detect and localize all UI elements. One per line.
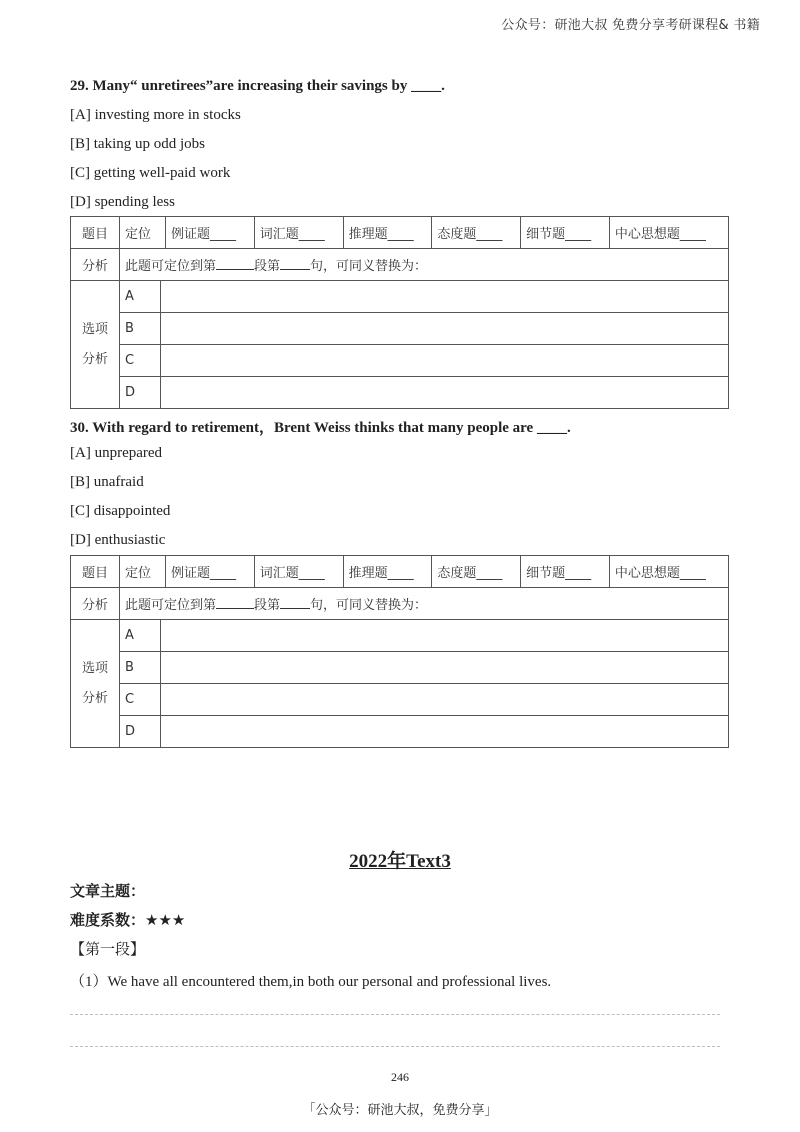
option-answer-c[interactable] [161, 345, 729, 377]
locate-line: 此题可定位到第 段第 句，可同义替换为： [120, 249, 729, 281]
question-29-option-b: [B] taking up odd jobs [70, 136, 205, 152]
type-vocabulary: 词汇题____ [254, 556, 343, 587]
blank-sentence[interactable] [280, 596, 310, 609]
locate-line: 此题可定位到第 段第 句，可同义替换为： [120, 588, 729, 620]
option-answer-a[interactable] [161, 281, 729, 313]
analysis-table-29 [70, 216, 729, 409]
option-letter-b: B [120, 313, 161, 345]
question-29-option-a: [A] investing more in stocks [70, 107, 241, 123]
analysis-table-30 [70, 555, 729, 748]
paragraph-sentence-1: （1）We have all encountered them,in both our personal and professional lives. [70, 974, 552, 990]
option-answer-d[interactable] [161, 377, 729, 409]
question-30-option-a: [A] unprepared [70, 445, 163, 461]
option-letter-a: A [120, 620, 161, 652]
note-line-2[interactable] [70, 1046, 720, 1047]
row-label-topic: 题目 [71, 556, 120, 588]
blank-paragraph[interactable] [216, 596, 254, 609]
option-answer-c[interactable] [161, 684, 729, 716]
option-analysis-label: 选项 分析 [71, 620, 120, 748]
row-label-analysis: 分析 [71, 249, 120, 281]
option-letter-c: C [120, 684, 161, 716]
type-detail: 细节题____ [521, 556, 610, 587]
option-analysis-label: 选项 分析 [71, 281, 120, 409]
paragraph-label: 【第一段】 [70, 940, 146, 958]
question-30-title: 30. With regard to retirement，Brent Weiss thinks that many people are ____. [70, 420, 571, 436]
type-inference: 推理题____ [343, 556, 432, 587]
option-letter-a: A [120, 281, 161, 313]
type-inference: 推理题____ [343, 217, 432, 248]
row-label-topic: 题目 [71, 217, 120, 249]
option-answer-d[interactable] [161, 716, 729, 748]
theme-label: 文章主题： [70, 882, 146, 900]
page-number: 246 [391, 1070, 409, 1084]
option-letter-d: D [120, 716, 161, 748]
type-example: 例证题____ [166, 217, 255, 248]
type-locate: 定位 [120, 556, 166, 587]
header-note: 公众号：研池大叔 免费分享考研课程& 书籍 [501, 18, 760, 33]
difficulty-label: 难度系数：★★★ [70, 911, 186, 929]
option-answer-b[interactable] [161, 652, 729, 684]
question-29-option-c: [C] getting well-paid work [70, 165, 231, 181]
question-29-option-d: [D] spending less [70, 194, 175, 210]
type-example: 例证题____ [166, 556, 255, 587]
type-detail: 细节题____ [521, 217, 610, 248]
option-answer-a[interactable] [161, 620, 729, 652]
option-letter-c: C [120, 345, 161, 377]
question-30-option-b: [B] unafraid [70, 474, 144, 490]
question-30-option-c: [C] disappointed [70, 503, 171, 519]
option-letter-d: D [120, 377, 161, 409]
note-line-1[interactable] [70, 1014, 720, 1015]
blank-paragraph[interactable] [216, 257, 254, 270]
question-30-option-d: [D] enthusiastic [70, 532, 166, 548]
option-letter-b: B [120, 652, 161, 684]
section-title: 2022年Text3 [349, 851, 451, 872]
type-main-idea: 中心思想题____ [614, 566, 706, 581]
option-answer-b[interactable] [161, 313, 729, 345]
type-locate: 定位 [120, 217, 166, 248]
type-attitude: 态度题____ [432, 217, 521, 248]
footer-note: 「公众号：研池大叔，免费分享」 [302, 1103, 498, 1118]
type-attitude: 态度题____ [432, 556, 521, 587]
row-label-analysis: 分析 [71, 588, 120, 620]
type-vocabulary: 词汇题____ [254, 217, 343, 248]
question-29-title: 29. Many“ unretirees”are increasing their savings by ____. [70, 78, 445, 94]
type-main-idea: 中心思想题____ [614, 227, 706, 242]
blank-sentence[interactable] [280, 257, 310, 270]
